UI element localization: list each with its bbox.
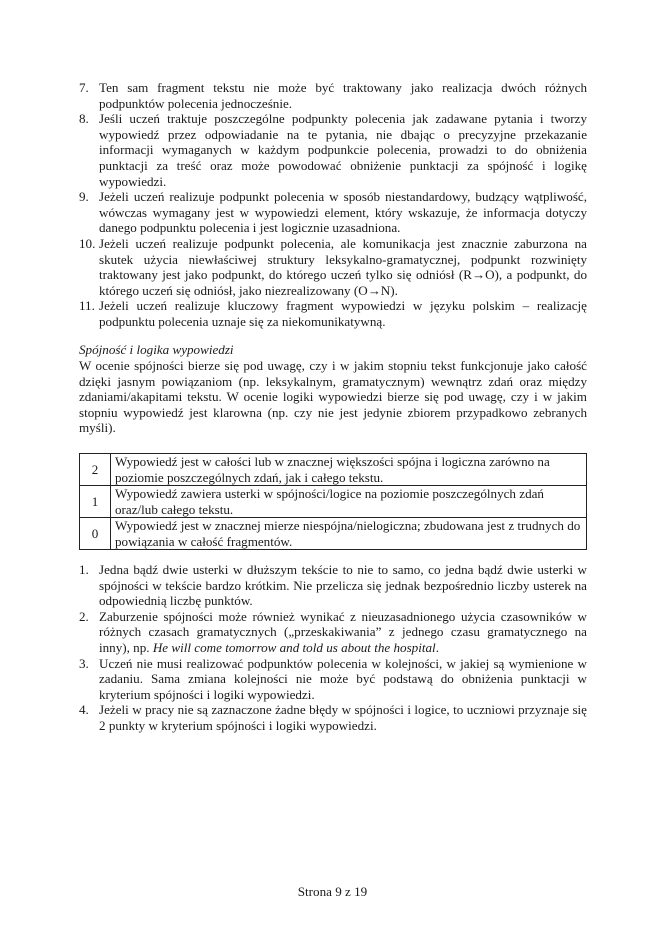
item-text-end: . xyxy=(435,639,439,655)
section-intro: W ocenie spójności bierze się pod uwagę, czy i w jakim stopniu tekst funkcjonuje jako całość dzięki jasnym powiązaniom (np. leksykalnym, gramatycznym) wewnątrz zdań oraz między zdaniami/akapitami tekstu. W ocenie logiki wypowiedzi bierze się pod uwagę, czy i w jakim stopniu wypowiedź jest klarowna (np. czy nie jest jedynie zbiorem przypadkowo zebranych myśli). xyxy=(79,358,587,436)
item-number: 11. xyxy=(79,298,95,314)
item-number: 10. xyxy=(79,235,96,251)
item-text: Jeśli uczeń traktuje poszczególne podpunkty polecenia jak zadawane pytania i tworzy wypowiedź przez odpowiadanie na te pytania, nie dbając o precyzyjne przekazanie informacji wymaganych w każdym podpunkcie polecenia, prowadzi to do obniżenia punktacji za treść oraz może powodować obniżenie punktacji za spójność i logikę wypowiedzi. xyxy=(99,111,587,189)
description-cell: Wypowiedź zawiera usterki w spójności/logice na poziomie poszczególnych zdań oraz/lub całego tekstu. xyxy=(111,486,587,518)
list-item xyxy=(79,189,587,236)
item-number: 1. xyxy=(79,562,89,577)
item-text: Uczeń nie musi realizować podpunktów polecenia w kolejności, w jakiej są wymienione w zadaniu. Sama zmiana kolejności nie może być podstawą do obniżenia punktacji w kryterium spójności i logiki wypowiedzi. xyxy=(99,655,587,702)
list-item xyxy=(79,236,587,298)
item-number: 8. xyxy=(79,111,89,127)
points-cell: 0 xyxy=(80,518,111,550)
item-text-wrapper xyxy=(99,609,587,656)
item-text: Jeżeli uczeń realizuje podpunkt polecenia, ale komunikacja jest znacznie zaburzona na skutek użycia niewłaściwej struktury leksykalno-gramatycznej, podpunkt rozwinięty traktowany jest jako podpunkt, do którego uczeń tylko się odniósł (R→O), a podpunkt, do którego uczeń się odniósł, jako niezrealizowany (O→N). xyxy=(99,235,587,298)
item-text: Jedna bądź dwie usterki w dłuższym tekście to nie to samo, co jedna bądź dwie usterki w spójności w tekście bardzo krótkim. Nie przelicza się jednak bezpośrednio liczby usterek na odpowiednią liczbę punktów. xyxy=(99,562,587,609)
table-row xyxy=(80,486,587,518)
example-sentence: He will come tomorrow and told us about the hospital xyxy=(152,639,436,655)
list-item xyxy=(79,111,587,189)
section-heading: Spójność i logika wypowiedzi xyxy=(79,342,234,357)
item-number: 7. xyxy=(79,80,89,95)
item-text: Jeżeli uczeń realizuje kluczowy fragment wypowiedzi w języku polskim – realizację podpunktu polecenia uznaje się za niekomunikatywną. xyxy=(99,298,587,329)
item-number: 4. xyxy=(79,702,89,718)
list-item xyxy=(79,702,587,733)
page-number: Strona 9 z 19 xyxy=(297,884,368,899)
points-cell: 1 xyxy=(80,486,111,518)
description-cell: Wypowiedź jest w całości lub w znacznej większości spójna i logiczna zarówno na poziomie poszczególnych zdań, jak i całego tekstu. xyxy=(111,454,587,486)
item-number: 2. xyxy=(79,608,89,624)
item-text: Zaburzenie spójności może również wynikać z nieuzasadnionego użycia czasowników w różnych czasach gramatycznych („przeskakiwania” z jednego czasu gramatycznego na inny), np. xyxy=(99,608,587,655)
item-text: Jeżeli w pracy nie są zaznaczone żadne błędy w spójności i logice, to uczniowi przyznaje się 2 punkty w kryterium spójności i logiki wypowiedzi. xyxy=(99,702,587,733)
description-cell: Wypowiedź jest w znacznej mierze niespójna/nielogiczna; zbudowana jest z trudnych do powiązania w całość fragmentów. xyxy=(111,518,587,550)
item-number: 3. xyxy=(79,655,89,671)
notes-list xyxy=(79,562,587,734)
table-row xyxy=(80,518,587,550)
list-item xyxy=(79,298,587,329)
table-row xyxy=(80,454,587,486)
item-number: 9. xyxy=(79,189,89,205)
criteria-table xyxy=(79,453,587,550)
list-item xyxy=(79,656,587,703)
item-text: Jeżeli uczeń realizuje podpunkt polecenia w sposób niestandardowy, budzący wątpliwość, wówczas wymagany jest w wypowiedzi element, który wskazuje, że informacja dotyczy danego podpunktu polecenia i jest logicznie uzasadniona. xyxy=(99,189,587,236)
item-text: Ten sam fragment tekstu nie może być traktowany jako realizacja dwóch różnych podpunktów polecenia jednocześnie. xyxy=(99,80,587,111)
list-item xyxy=(79,609,587,656)
points-cell: 2 xyxy=(80,454,111,486)
list-item xyxy=(79,562,587,609)
rules-list xyxy=(79,80,587,330)
list-item xyxy=(79,80,587,111)
